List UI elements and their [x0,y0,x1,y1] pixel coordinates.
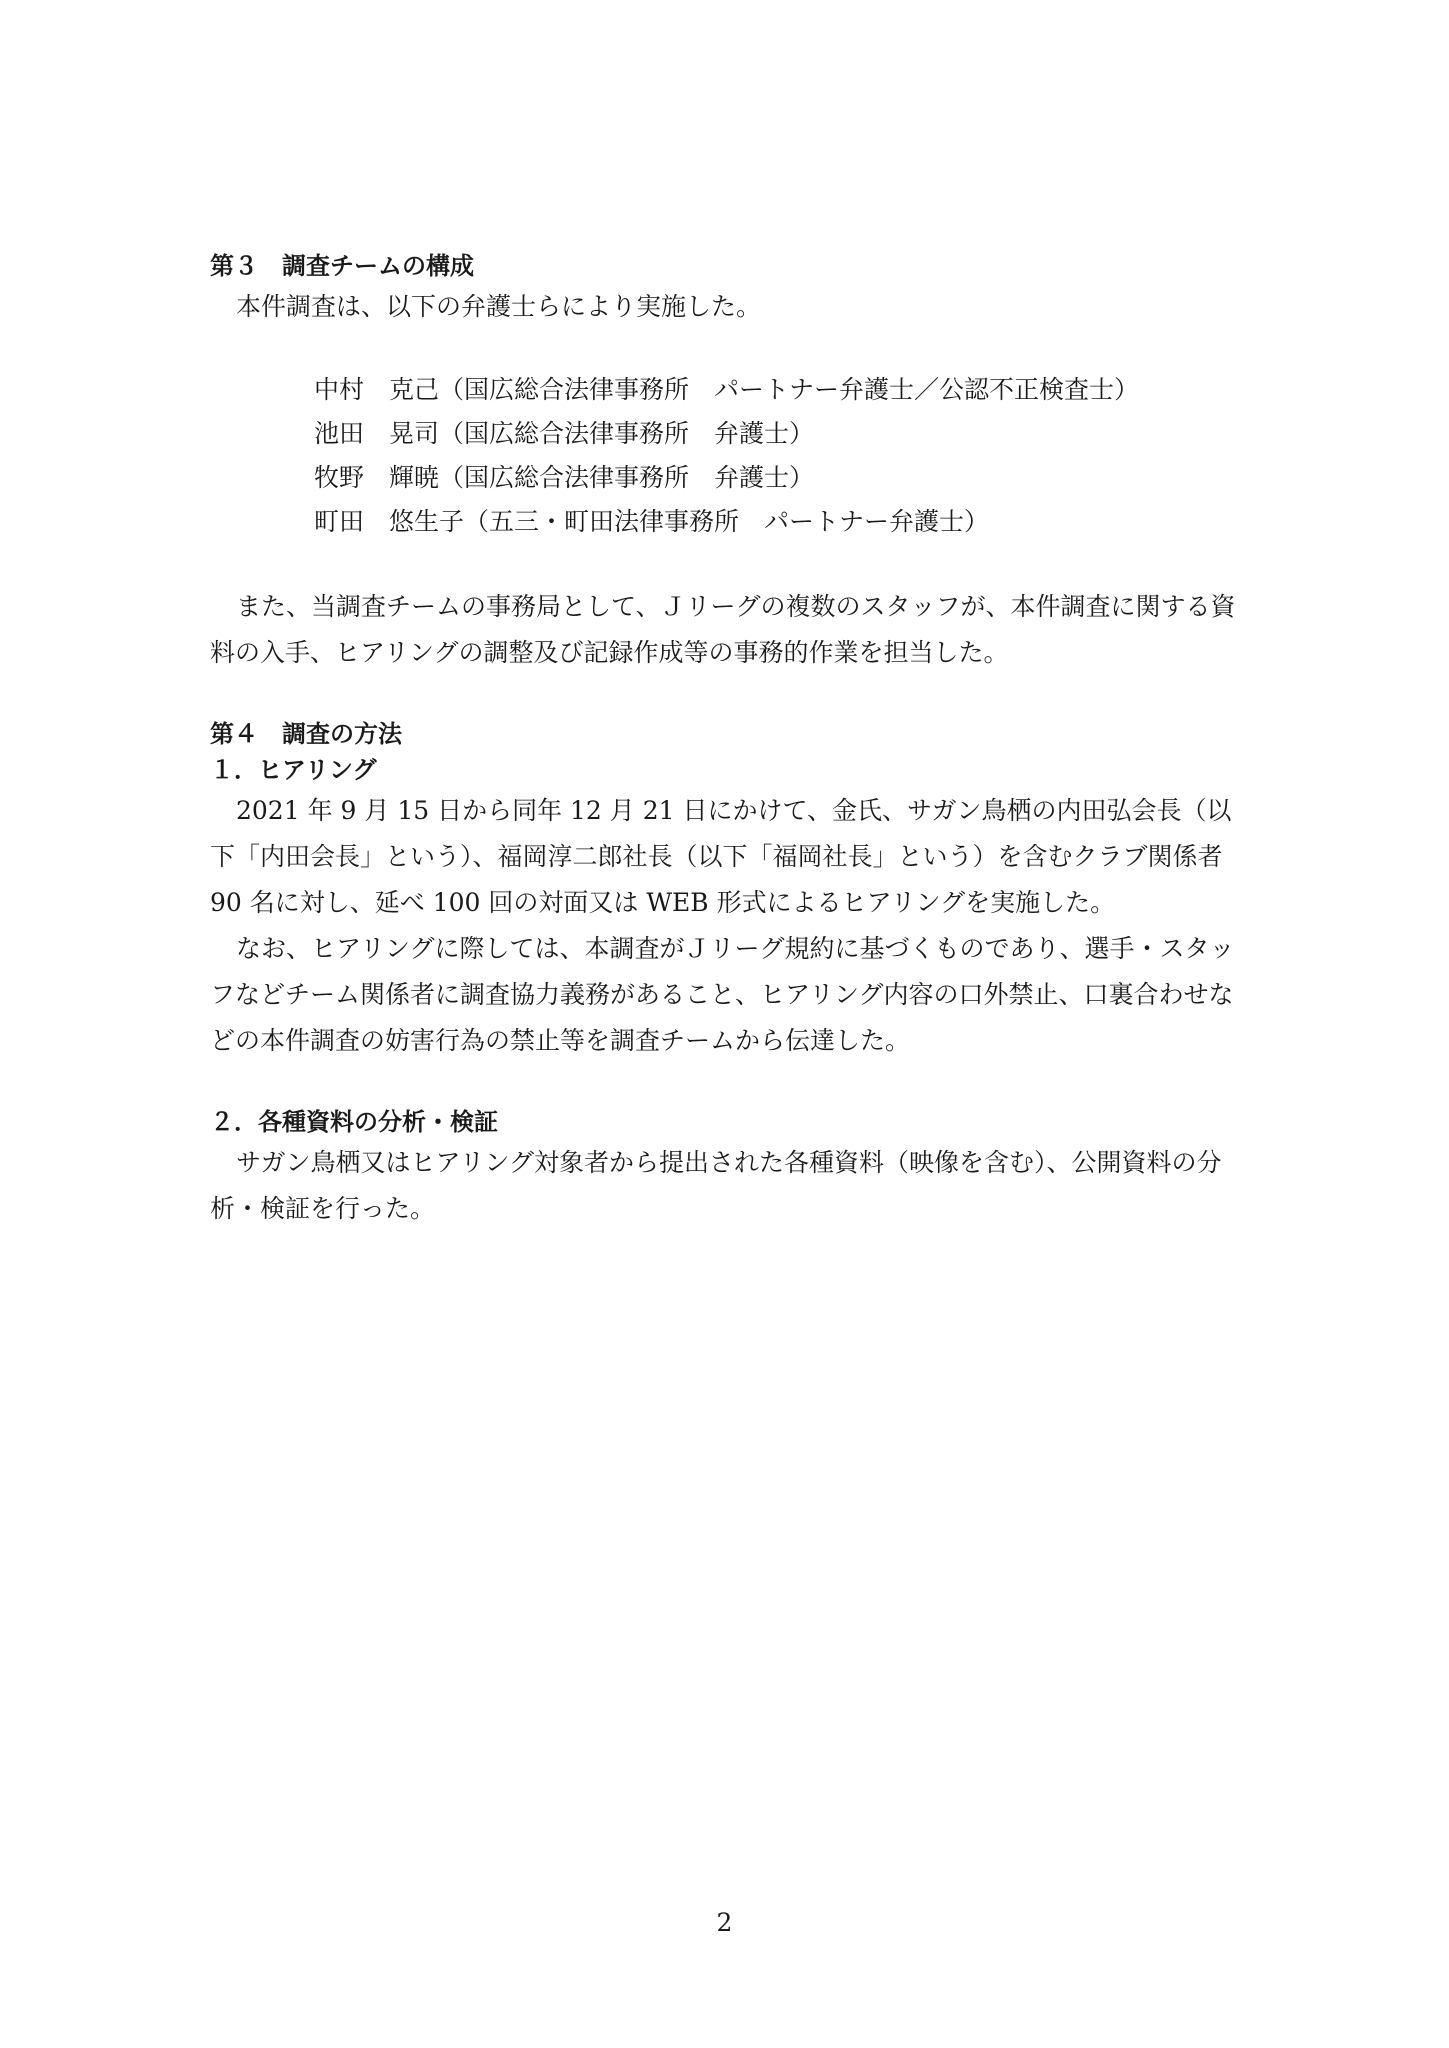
document-body [210,248,1250,1232]
section4-heading: 第４ 調査の方法 [210,720,402,748]
team-member: 牧野 輝暁（国広総合法律事務所 弁護士） [314,463,815,492]
team-member: 池田 晃司（国広総合法律事務所 弁護士） [314,419,815,448]
subsection-materials-heading: ２．各種資料の分析・検証 [210,1108,498,1136]
section3-secretariat-paragraph: また、当調査チームの事務局として、Ｊリーグの複数のスタッフが、本件調査に関する資料の入手、ヒアリングの調整及び記録作成等の事務的作業を担当した。 [210,592,1236,667]
team-member-list [210,368,1250,544]
section3-intro: 本件調査は、以下の弁護士らにより実施した。 [236,292,762,321]
section3-heading: 第３ 調査チームの構成 [210,252,474,280]
hearing-paragraph-1: 2021 年 9 月 15 日から同年 12 月 21 日にかけて、金氏、サガン鳥栖の内田弘会長（以下「内田会長」という）、福岡淳二郎社長（以下「福岡社長」という）を含むクラブ関係者 90 名に対し、延べ 100 回の対面又は WEB 形式によるヒアリングを実施した。 [210,796,1232,917]
team-member: 町田 悠生子（五三・町田法律事務所 パートナー弁護士） [314,507,990,536]
materials-paragraph: サガン鳥栖又はヒアリング対象者から提出された各種資料（映像を含む）、公開資料の分析・検証を行った。 [210,1148,1222,1223]
page-number: 2 [716,1908,733,1937]
team-member: 中村 克己（国広総合法律事務所 パートナー弁護士／公認不正検査士） [314,375,1140,404]
subsection-hearing-heading: １．ヒアリング [210,756,377,784]
hearing-paragraph-2: なお、ヒアリングに際しては、本調査がＪリーグ規約に基づくものであり、選手・スタッフなどチーム関係者に調査協力義務があること、ヒアリング内容の口外禁止、口裏合わせなどの本件調査の妨害行為の禁止等を調査チームから伝達した。 [210,934,1235,1055]
